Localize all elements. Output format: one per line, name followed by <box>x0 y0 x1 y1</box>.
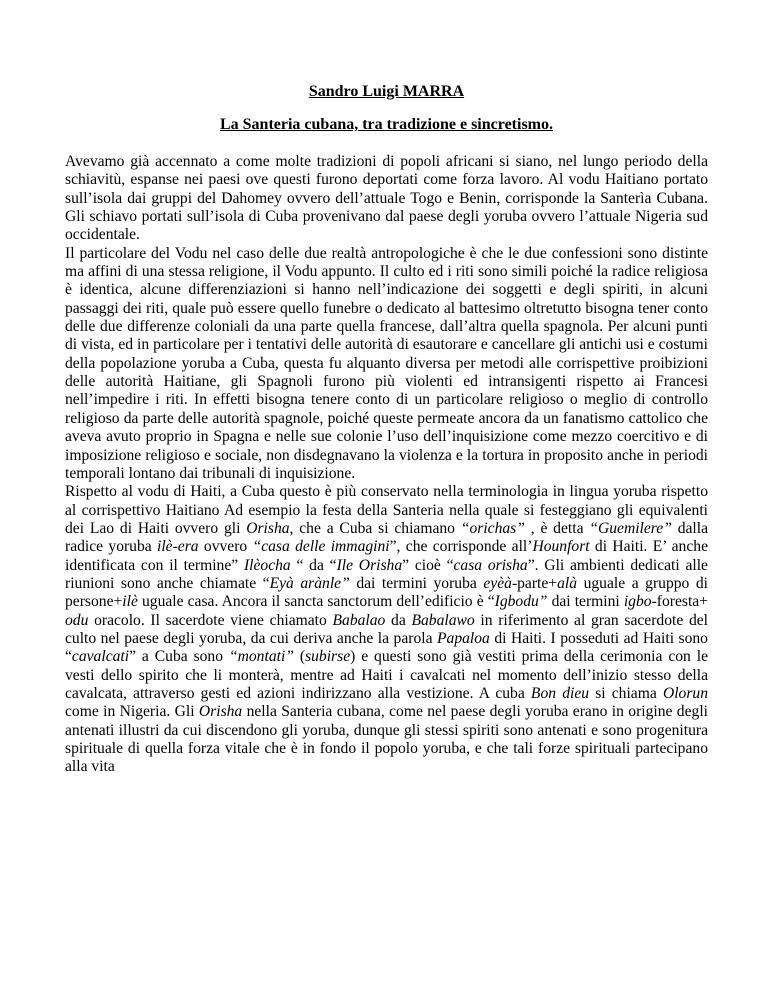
text-run: dai termini <box>547 593 624 611</box>
italic-term: cavalcati <box>71 648 130 666</box>
text-run: ”. Gli ambienti dedicati alle riunioni sono anche chiamate “ <box>65 556 708 592</box>
text-run: di Haiti. I posseduti ad Haiti sono “ <box>65 629 708 666</box>
text-run: di Haiti. E’ anche identificata con il termine” <box>65 538 708 574</box>
italic-term: eyèà <box>483 574 512 592</box>
text-run: Avevamo già accennato a come molte tradizioni di popoli africani si siano, nel lungo periodo della schiavitù, espanse nei paesi ove questi furono deportati come forza lavoro. Al vodu Haitiano portato sull’isola dai gruppi del Dahomey ovvero dell’attuale Togo e Benin, corrisponde la Santerìa Cubana. Gli schiavo portati sull’isola di Cuba provenivano dal paese degli yoruba ovvero l’attuale Nigeria sud occidentale. <box>65 153 708 244</box>
italic-term: “casa delle immagini <box>252 538 390 556</box>
text-run: ”, che corrisponde all’ <box>389 538 533 556</box>
text-run: in riferimento al gran sacerdote del culto nel paese degli yoruba, da cui deriva anche la parola <box>65 611 709 647</box>
italic-term: ilè <box>122 593 138 611</box>
text-run: Il particolare del Vodu nel caso delle due realtà antropologiche è che le due confessioni sono distinte ma affini di una stessa religione, il Vodu appunto. Il culto ed i riti sono simili poiché la radice religiosa è identica, alcune differenziazioni si hanno nell’indicazione dei soggetti e degli spiriti, in alcuni passaggi dei riti, quale può essere quello funebre o dedicato al battesimo oltretutto bisogna tener conto delle due differenze coloniali da una parte quella francese, dall’altra quella spagnola. Per alcuni punti di vista, ed in particolare per i tentativi delle autorità di esautorare e cancellare gli antichi usi e costumi della popolazione yoruba a Cuba, questa fu alquanto diversa per metodi alle corrispettive proibizioni delle autorità Haitiane, gli Spagnoli furono più violenti ed intransigenti rispetto ai Francesi nell’impedire i riti. In effetti bisogna tenere conto di un particolare religioso o meglio di controllo religioso da parte delle autorità spagnole, poiché queste permeate ancora da un fanatismo cattolico che aveva avuto proprio in Spagna e nelle sue colonie l’uso dell’inquisizione come mezzo coercitivo e di imposizione religioso e sociale, non disdegnavano la violenza e la tortura in proposito anche in periodi temporali lontano dai tribunali di inquisizione. <box>65 244 708 482</box>
italic-term: “montati” <box>228 648 294 666</box>
text-run: ( <box>293 648 306 666</box>
italic-term: odu <box>65 611 89 629</box>
text-run: da <box>385 611 412 629</box>
text-run: “ da “ <box>290 556 337 574</box>
text-run: uguale casa. Ancora il sancta sanctorum dell’edificio è “ <box>137 593 495 611</box>
text-run: -foresta+ <box>651 593 708 611</box>
italic-term: “Guemilere” <box>589 519 672 537</box>
italic-term: Hounfort <box>532 538 590 556</box>
italic-term: Olorun <box>662 684 708 702</box>
italic-term: Eyà arànle” <box>269 574 350 592</box>
text-run: ovvero <box>198 538 253 556</box>
text-run: dai termini yoruba <box>349 574 484 592</box>
body-paragraph <box>65 153 708 245</box>
italic-term: Babalawo <box>411 611 475 629</box>
italic-term: Igbodu” <box>494 593 548 611</box>
italic-term: subirse <box>305 648 351 666</box>
italic-term: Ilèocha <box>243 556 291 574</box>
text-run: Rispetto al vodu di Haiti, a Cuba questo è più conservato nella terminologia in lingua yoruba rispetto al corrispettivo Haitiano Ad esempio la festa della Santeria nella quale si festeggiano gli equivalenti dei Lao di Haiti ovvero gli <box>65 483 708 537</box>
italic-term: casa orisha <box>453 556 528 574</box>
text-run: , è detta <box>524 519 590 537</box>
text-run: -parte+ <box>511 574 558 592</box>
text-run: ) e questi sono già vestiti prima della cerimonia con le vesti dello spirito che li monterà, mentre ad Haiti i cavalcati nel momento dell’inizio stesso della cavalcata, attraverso gesti ed azioni indirizzano alla vestizione. A cuba <box>65 648 709 702</box>
text-run: si chiama <box>589 684 663 702</box>
body-paragraph <box>65 483 708 777</box>
body-paragraph <box>65 245 708 483</box>
italic-term: Papaloa <box>437 629 490 647</box>
document-title: La Santeria cubana, tra tradizione e sincretismo. <box>219 116 553 133</box>
text-run: ” cioè “ <box>402 556 454 574</box>
italic-term: Orisha, <box>246 519 294 537</box>
text-run: ” a Cuba sono <box>129 648 229 666</box>
italic-term: Bon dieu <box>530 684 590 702</box>
author-name: Sandro Luigi MARRA <box>308 83 465 100</box>
italic-term: ilè-era <box>157 538 199 556</box>
text-run: che a Cuba si chiamano <box>293 519 461 537</box>
italic-term: “orichas” <box>460 519 525 537</box>
text-run: dalla radice yoruba <box>65 519 709 556</box>
text-run: nella Santeria cubana, come nel paese degli yoruba erano in origine degli antenati illustri da cui discendono gli yoruba, dunque gli stessi spiriti sono antenati e sono progenitura spirituale di quella forza vitale che è in fondo il popolo yoruba, e che tali forze spirituali partecipano alla vita <box>65 703 708 776</box>
text-run: come in Nigeria. Gli <box>65 703 199 721</box>
italic-term: alà <box>557 574 578 592</box>
text-run: oracolo. Il sacerdote viene chiamato <box>88 611 333 629</box>
italic-term: Ile Orisha <box>336 556 403 574</box>
italic-term: igbo <box>623 593 652 611</box>
text-run: uguale a gruppo di persone+ <box>65 574 709 611</box>
italic-term: Babalao <box>332 611 386 629</box>
document-body <box>65 153 708 777</box>
italic-term: Orisha <box>198 703 243 721</box>
